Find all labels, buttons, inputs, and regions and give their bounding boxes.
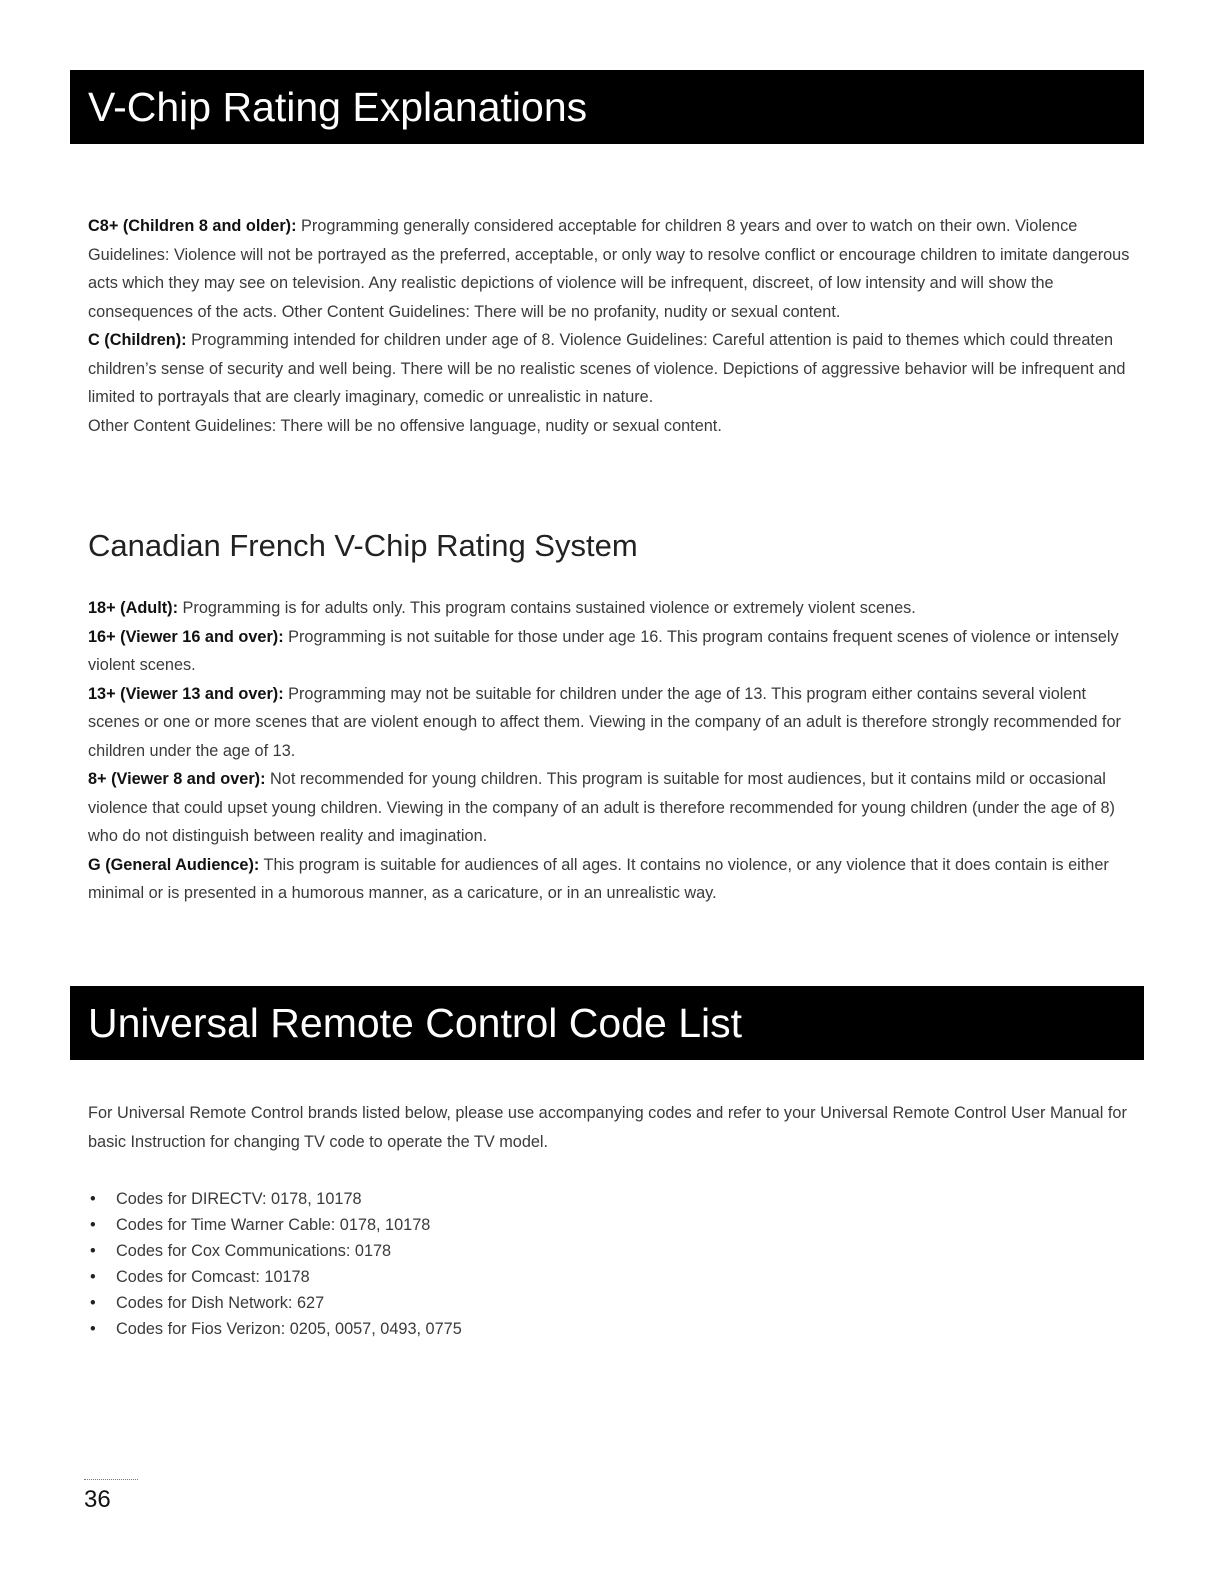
- footer-divider: [84, 1479, 138, 1480]
- rating-description: This program is suitable for audiences of all ages. It contains no violence, or any violence that it does contain is either minimal or is presented in a humorous manner, as a caricature, or in an unrealistic way.: [88, 855, 1109, 902]
- rating-description: Programming intended for children under age of 8. Violence Guidelines: Careful attention is paid to themes which could threaten children’s sense of security and well being. There will be no realistic scenes of violence. Depictions of aggressive behavior will be infrequent and limited to portrayals that are clearly imaginary, comedic or unrealistic in nature.: [88, 331, 1126, 406]
- rating-term: C8+ (Children 8 and older):: [88, 217, 297, 235]
- intro-text: For Universal Remote Control brands listed below, please use accompanying codes and refer to your Universal Remote Control User Manual for basic Instruction for changing TV code to operate the TV model.: [88, 1104, 1127, 1151]
- rating-paragraph: [88, 212, 1138, 326]
- section-title: V-Chip Rating Explanations: [88, 84, 588, 130]
- list-item: • Codes for Time Warner Cable: 0178, 10178: [88, 1212, 462, 1238]
- vchip-explanations-body: [88, 212, 1138, 440]
- rating-paragraph: [88, 594, 1138, 623]
- rating-paragraph: [88, 412, 1138, 441]
- rating-term: 8+ (Viewer 8 and over):: [88, 770, 266, 788]
- rating-term: G (General Audience):: [88, 855, 260, 874]
- list-item: • Codes for Fios Verizon: 0205, 0057, 0493, 0775: [88, 1316, 462, 1342]
- rating-term: 13+ (Viewer 13 and over):: [88, 684, 284, 703]
- rating-paragraph: [88, 680, 1138, 766]
- list-item: • Codes for Comcast: 10178: [88, 1264, 462, 1290]
- section-banner-vchip: [70, 70, 1144, 144]
- list-item: • Codes for Cox Communications: 0178: [88, 1238, 462, 1264]
- rating-term: 18+ (Adult):: [88, 599, 179, 617]
- rating-description: Other Content Guidelines: There will be no offensive language, nudity or sexual content.: [88, 416, 722, 435]
- rating-description: Programming is not suitable for those under age 16. This program contains frequent scenes of violence or intensely violent scenes.: [88, 627, 1119, 674]
- canadian-french-ratings-body: [88, 594, 1138, 908]
- list-item: • Codes for Dish Network: 627: [88, 1290, 462, 1316]
- section-title: Universal Remote Control Code List: [88, 1000, 742, 1046]
- list-item: • Codes for DIRECTV: 0178, 10178: [88, 1186, 462, 1212]
- rating-paragraph: [88, 765, 1138, 851]
- rating-description: Programming is for adults only. This program contains sustained violence or extremely violent scenes.: [178, 599, 916, 617]
- subsection-title: Canadian French V-Chip Rating System: [88, 528, 638, 563]
- remote-codes-intro: [88, 1099, 1138, 1156]
- rating-description: Not recommended for young children. This program is suitable for most audiences, but it contains mild or occasional violence that could upset young children. Viewing in the company of an adult is therefore recommended for young children (under the age of 8) who do not distinguish between reality and imagination.: [88, 770, 1115, 845]
- rating-term: C (Children):: [88, 331, 187, 349]
- rating-term: 16+ (Viewer 16 and over):: [88, 627, 284, 646]
- page-number: 36: [84, 1486, 111, 1513]
- rating-description: Programming may not be suitable for children under the age of 13. This program either contains several violent scenes or one or more scenes that are violent enough to affect them. Viewing in the company of an adult is therefore strongly recommended for children under the age of 13.: [88, 684, 1121, 760]
- rating-paragraph: [88, 326, 1138, 412]
- section-banner-remote-codes: [70, 986, 1144, 1060]
- remote-code-list: [88, 1186, 462, 1342]
- rating-paragraph: [88, 851, 1138, 908]
- rating-description: Programming generally considered acceptable for children 8 years and over to watch on their own. Violence Guidelines: Violence will not be portrayed as the preferred, acceptable, or only way to resolve conflict or encourage children to imitate dangerous acts which they may see on television. Any realistic depictions of violence will be infrequent, discreet, of low intensity and will show the consequences of the acts. Other Content Guidelines: There will be no profanity, nudity or sexual content.: [88, 217, 1130, 321]
- rating-paragraph: [88, 623, 1138, 680]
